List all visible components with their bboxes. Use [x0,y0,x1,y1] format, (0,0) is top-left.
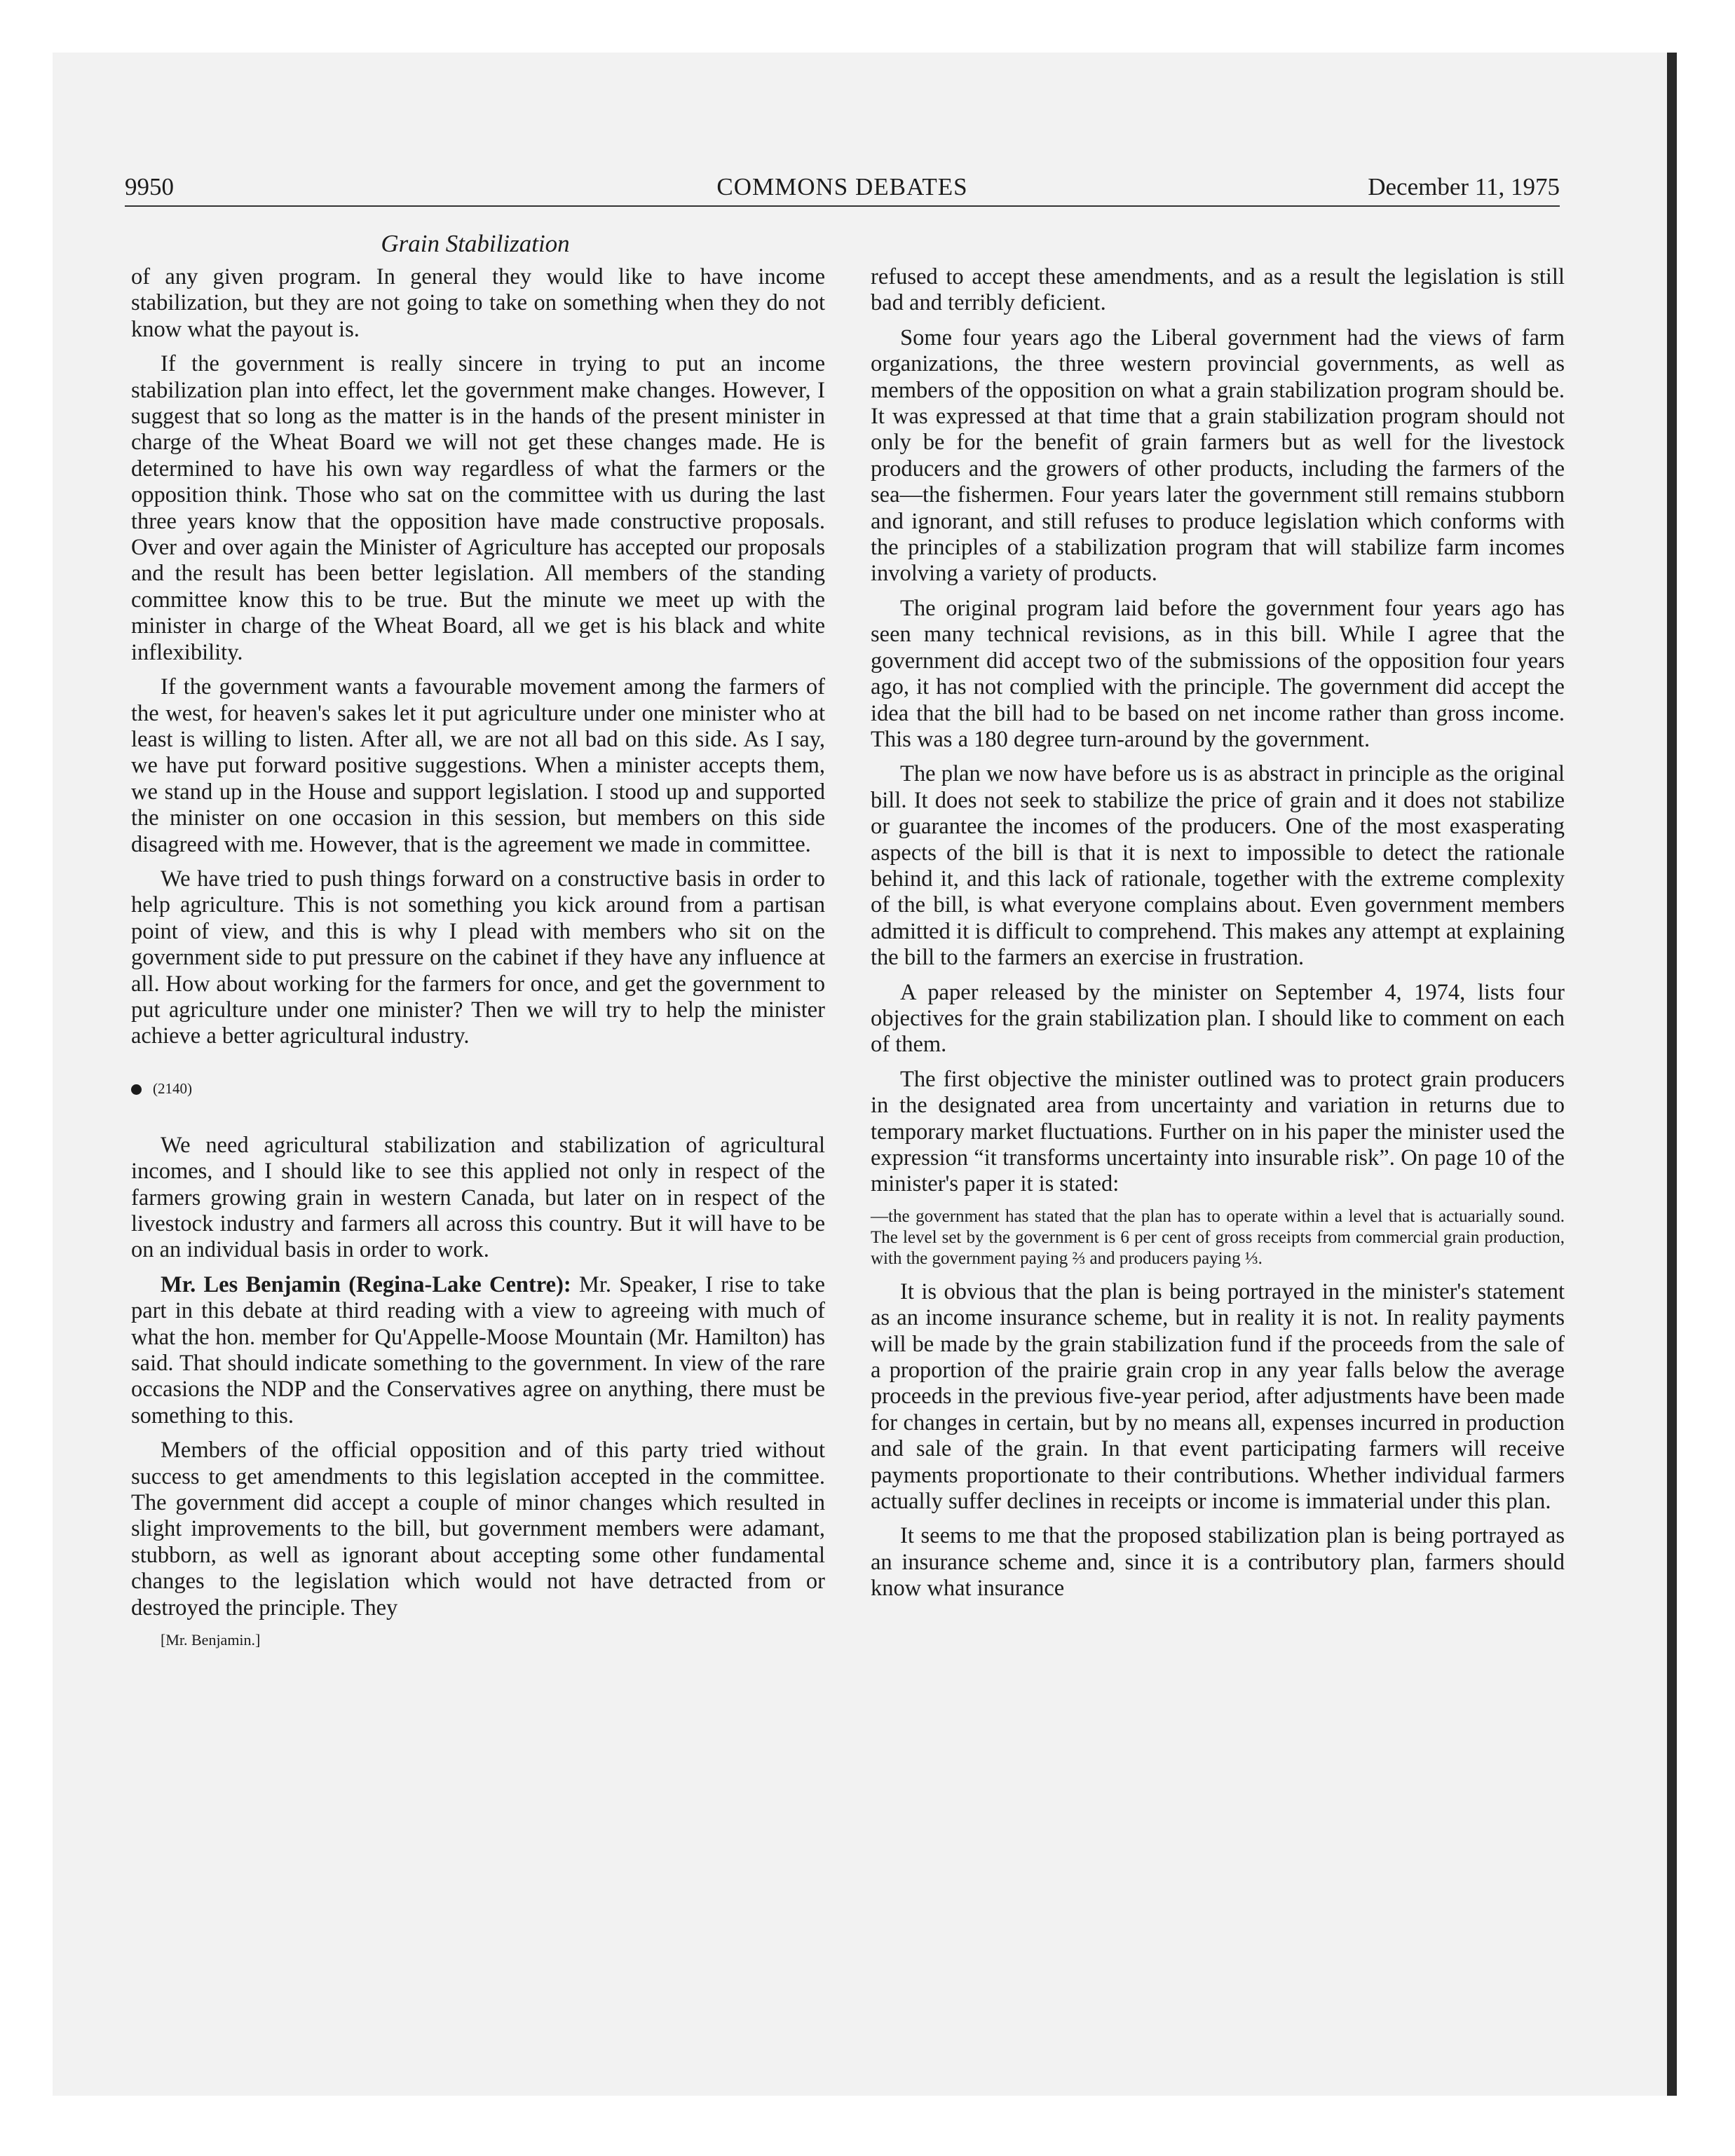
paragraph: It is obvious that the plan is being portrayed in the minister's statement as an income insurance scheme, but in reality it is not. In reality payments will be made by the grain stabilization fund if the proceeds from the sale of a proportion of the prairie grain crop in any year falls below the average proceeds in the previous five-year period, after adjustments have been made for changes in certain, but by no means all, expenses incurred in production and sale of the grain. In that event participating farmers will receive payments proportionate to their contributions. Whether individual farmers actually suffer declines in receipts or income is immaterial under this plan. [871,1278,1565,1515]
time-marker [131,1078,825,1099]
page-number: 9950 [125,173,174,200]
speech-text: Mr. Speaker, I rise to take part in this debate at third reading with a view to agreeing with much of what the hon. member for Qu'Appelle-Moose Mountain (Mr. Hamilton) has said. That should indicate something to the government. In view of the rare occasions the NDP and the Conservatives agree on anything, there must be something to this. [131,1271,825,1428]
paragraph: If the government is really sincere in trying to put an income stabilization plan into effect, let the government make changes. However, I suggest that so long as the matter is in the hands of the present minister in charge of the Wheat Board we will not get these changes made. He is determined to have his own way regardless of what the farmers or the opposition think. Those who sat on the committee with us during the last three years know that the opposition have made constructive proposals. Over and over again the Minister of Agriculture has accepted our proposals and the result has been better legislation. All members of the standing committee know this to be true. But the minute we meet up with the minister in charge of the Wheat Board, all we get is his black and white inflexibility. [131,351,825,665]
paragraph: refused to accept these amendments, and as a result the legislation is still bad and terribly deficient. [871,264,1565,316]
block-quote: —the government has stated that the plan has to operate within a level that is actuarially sound. The level set by the government is 6 per cent of gross receipts from commercial grain production, with the government paying ⅔ and producers paying ⅓. [871,1206,1565,1268]
publication-date: December 11, 1975 [1368,173,1560,200]
speaker-name: Mr. Les Benjamin (Regina-Lake Centre): [161,1271,571,1297]
bullet-icon [131,1084,142,1095]
paragraph: of any given program. In general they would like to have income stabilization, but they are not going to take on something when they do not know what the payout is. [131,264,825,342]
paragraph: We need agricultural stabilization and stabilization of agricultural incomes, and I should like to see this applied not only in respect of the farmers growing grain in western Canada, but later on in respect of the livestock industry and farmers all across this country. But it will have to be on an individual basis in order to work. [131,1132,825,1263]
speaker-paragraph [131,1272,825,1429]
paragraph: The plan we now have before us is as abstract in principle as the original bill. It does not seek to stabilize the price of grain and it does not stabilize or guarantee the incomes of the producers. One of the most exasperating aspects of the bill is that it is next to impossible to detect the rationale behind it, and this lack of rationale, together with the extreme complexity of the bill, is what everyone complains about. Even government members admitted it is difficult to comprehend. This makes any attempt at explaining the bill to the farmers an exercise in frustration. [871,761,1565,971]
time-marker-text: (2140) [153,1079,192,1097]
publication-title: COMMONS DEBATES [716,173,968,200]
paragraph: We have tried to push things forward on a constructive basis in order to help agriculture. This is not something you kick around from a partisan point of view, and this is why I plead with members who sit on the government side to put pressure on the cabinet if they have any influence at all. How about working for the farmers for once, and get the government to put agriculture under one minister? Then we will try to help the minister achieve a better agricultural industry. [131,866,825,1049]
paragraph: Some four years ago the Liberal government had the views of farm organizations, the three western provincial governments, as well as members of the opposition on what a grain stabilization program should be. It was expressed at that time that a grain stabilization program should not only be for the benefit of grain farmers but as well for the livestock producers and the growers of other products, including the farmers of the sea—the fishermen. Four years later the government still remains stubborn and ignorant, and still refuses to produce legislation which conforms with the principles of a stabilization program that will stabilize farm incomes involving a variety of products. [871,325,1565,587]
paragraph: If the government wants a favourable movement among the farmers of the west, for heaven's sakes let it put agriculture under one minister who at least is willing to listen. After all, we are not all bad on this side. As I say, we have put forward positive suggestions. When a minister accepts them, we stand up in the House and support legislation. I stood up and supported the minister on one occasion in this session, but members on this side disagreed with me. However, that is the agreement we made in committee. [131,674,825,857]
header-rule [125,205,1560,207]
speaker-attribution: [Mr. Benjamin.] [161,1631,261,1649]
paragraph: The original program laid before the government four years ago has seen many technical revisions, as in this bill. While I agree that the government did accept two of the submissions of the opposition four years ago, it has not complied with the principle. The government did accept the idea that the bill had to be based on net income rather than gross income. This was a 180 degree turn-around by the government. [871,595,1565,752]
paragraph: A paper released by the minister on September 4, 1974, lists four objectives for the grain stabilization plan. I should like to comment on each of them. [871,979,1565,1058]
paragraph: It seems to me that the proposed stabilization plan is being portrayed as an insurance scheme and, since it is a contributory plan, farmers should know what insurance [871,1523,1565,1602]
subject-heading: Grain Stabilization [381,230,570,257]
left-column [131,264,825,1651]
running-header [125,171,1560,203]
scan-edge-shadow [1667,53,1677,2096]
paragraph: The first objective the minister outlined was to protect grain producers in the designated area from uncertainty and variation in returns due to temporary market fluctuations. Further on in his paper the minister used the expression “it transforms uncertainty into insurable risk”. On page 10 of the minister's paper it is stated: [871,1066,1565,1197]
paragraph: Members of the official opposition and of this party tried without success to get amendments to this legislation accepted in the committee. The government did accept a couple of minor changes which resulted in slight improvements to the bill, but government members were adamant, stubborn, as well as ignorant about accepting some other fundamental changes to the legislation which would not have detracted from or destroyed the principle. They [131,1438,825,1621]
right-column [871,264,1565,1611]
